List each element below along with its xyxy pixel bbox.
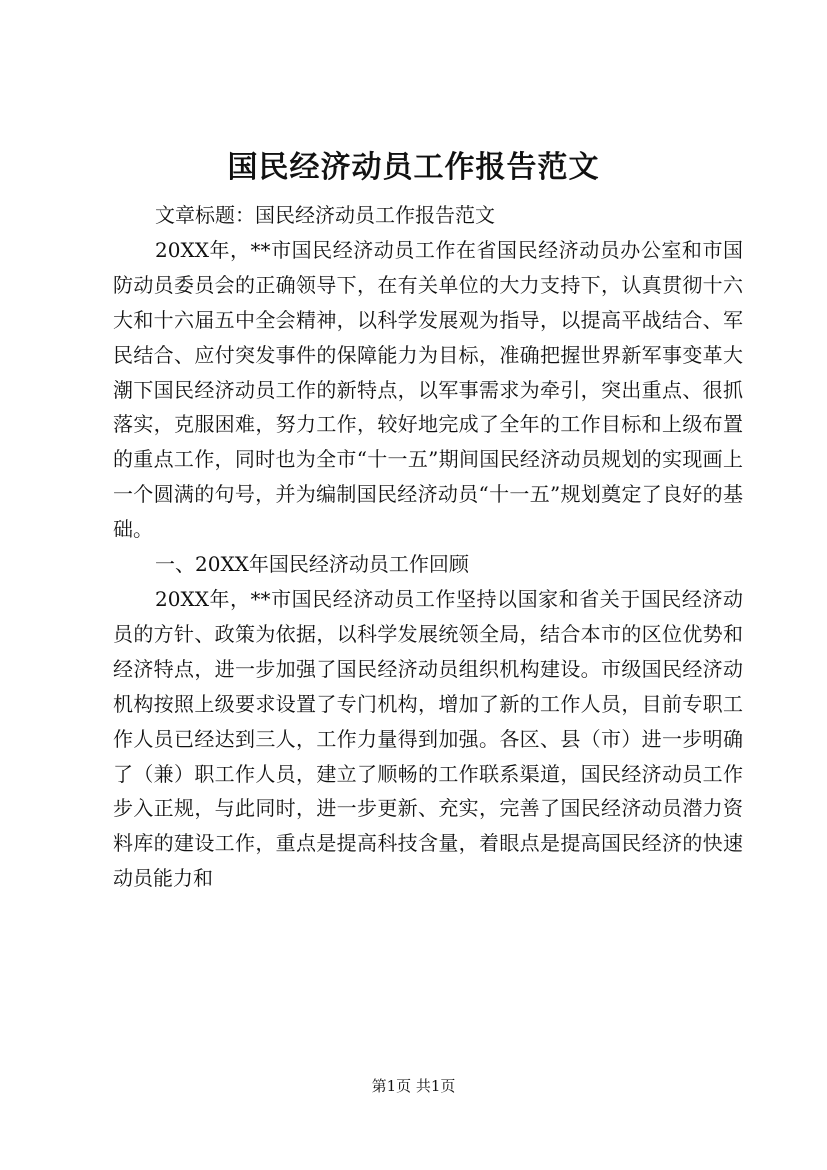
document-body [113,198,743,896]
document-title: 国民经济动员工作报告范文 [227,150,600,185]
paragraph-article-heading: 文章标题：国民经济动员工作报告范文 [155,203,495,227]
paragraph-review: 20XX年，**市国民经济动员工作坚持以国家和省关于国民经济动员的方针、政策为依据，以科学发展统领全局，结合本市的区位优势和经济特点，进一步加强了国民经济动员组织机构建设。市级国民经济动机构按照上级要求设置了专门机构，增加了新的工作人员，目前专职工作人员已经达到三人，工作力量得到加强。各区、县（市）进一步明确了（兼）职工作人员，建立了顺畅的工作联系渠道，国民经济动员工作步入正规，与此同时，进一步更新、充实，完善了国民经济动员潜力资料库的建设工作，重点是提高科技含量，着眼点是提高国民经济的快速动员能力和 [113,586,743,891]
paragraph-intro: 20XX年，**市国民经济动员工作在省国民经济动员办公室和市国防动员委员会的正确领导下，在有关单位的大力支持下，认真贯彻十六大和十六届五中全会精神，以科学发展观为指导，以提高平战结合、军民结合、应付突发事件的保障能力为目标，准确把握世界新军事变革大潮下国民经济动员工作的新特点，以军事需求为牵引，突出重点、很抓落实，克服困难，努力工作，较好地完成了全年的工作目标和上级布置的重点工作，同时也为全市“十一五”期间国民经济动员规划的实现画上一个圆满的句号，并为编制国民经济动员“十一五”规划奠定了良好的基础。 [113,237,743,542]
page-footer: 第1页 共1页 [371,1077,456,1095]
section-heading-review: 一、20XX年国民经济动员工作回顾 [155,552,469,577]
